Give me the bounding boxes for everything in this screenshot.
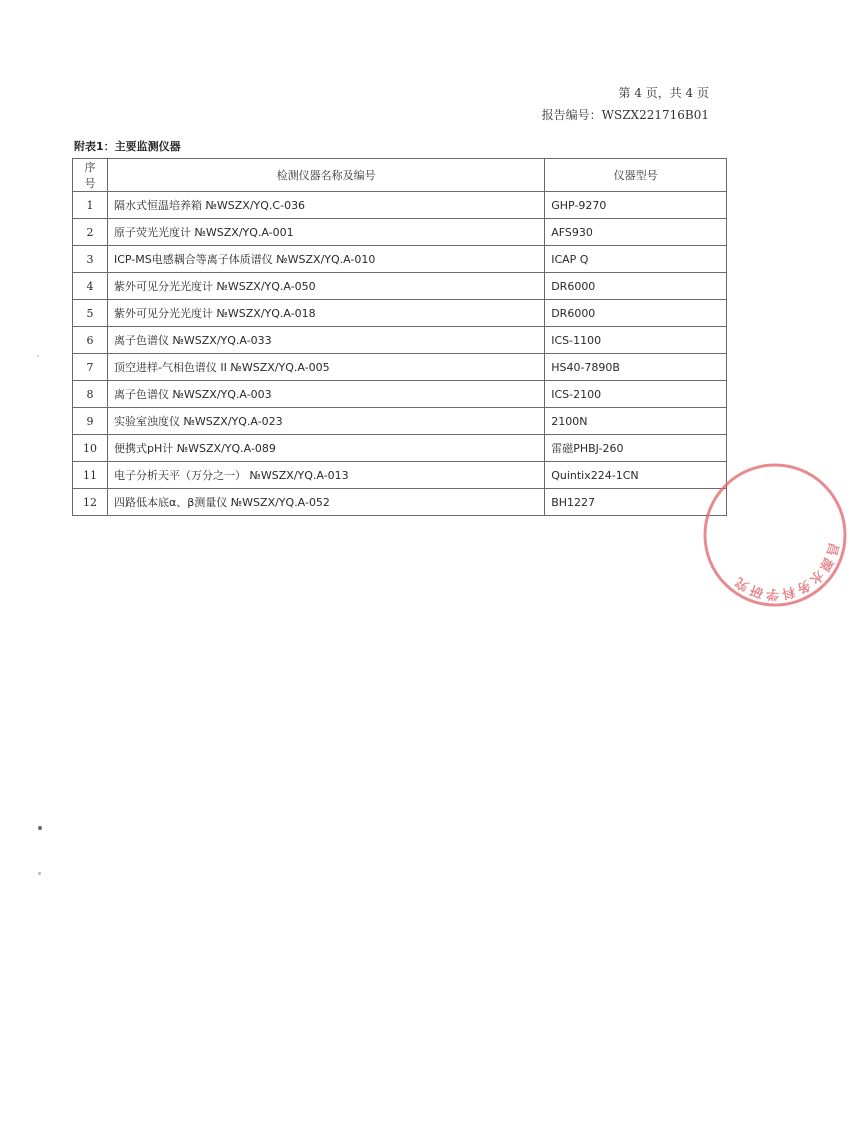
column-header-model: 仪器型号: [545, 159, 727, 192]
table-caption: 附表1：主要监测仪器: [74, 140, 181, 153]
row-number: 9: [73, 408, 108, 435]
seal-outer-ring: [705, 465, 845, 605]
instrument-name: 原子荧光光度计 №WSZX/YQ.A-001: [107, 219, 544, 246]
table-header-row: [73, 159, 727, 192]
row-number: 11: [73, 462, 108, 489]
row-number: 6: [73, 327, 108, 354]
instrument-name: 电子分析天平（万分之一） №WSZX/YQ.A-013: [107, 462, 544, 489]
row-number: 12: [73, 489, 108, 516]
page-header: [542, 82, 709, 126]
column-header-no: 序号: [73, 159, 108, 192]
row-number: 5: [73, 300, 108, 327]
table-row: [73, 381, 727, 408]
row-number: 10: [73, 435, 108, 462]
row-number: 1: [73, 192, 108, 219]
instrument-model: ICS-2100: [545, 381, 727, 408]
instrument-model: GHP-9270: [545, 192, 727, 219]
table-row: [73, 327, 727, 354]
instrument-name: 紫外可见分光光度计 №WSZX/YQ.A-018: [107, 300, 544, 327]
seal-text: 昌源水务科学研究: [731, 540, 841, 602]
table-row: [73, 219, 727, 246]
instrument-name: ICP-MS电感耦合等离子体质谱仪 №WSZX/YQ.A-010: [107, 246, 544, 273]
instrument-model: HS40-7890B: [545, 354, 727, 381]
instrument-model: DR6000: [545, 300, 727, 327]
row-number: 4: [73, 273, 108, 300]
table-row: [73, 300, 727, 327]
column-header-name: 检测仪器名称及编号: [107, 159, 544, 192]
row-number: 8: [73, 381, 108, 408]
instrument-model: AFS930: [545, 219, 727, 246]
instrument-model: 雷磁PHBJ-260: [545, 435, 727, 462]
instrument-name: 四路低本底α、β测量仪 №WSZX/YQ.A-052: [107, 489, 544, 516]
instrument-name: 离子色谱仪 №WSZX/YQ.A-003: [107, 381, 544, 408]
instrument-model: DR6000: [545, 273, 727, 300]
table-row: [73, 192, 727, 219]
instrument-name: 离子色谱仪 №WSZX/YQ.A-033: [107, 327, 544, 354]
instrument-model: ICAP Q: [545, 246, 727, 273]
instrument-name: 隔水式恒温培养箱 №WSZX/YQ.C-036: [107, 192, 544, 219]
table-row: [73, 489, 727, 516]
row-number: 7: [73, 354, 108, 381]
instrument-model: 2100N: [545, 408, 727, 435]
instrument-name: 实验室浊度仪 №WSZX/YQ.A-023: [107, 408, 544, 435]
scan-speck: [37, 355, 39, 357]
page-number: 第 4 页，共 4 页: [618, 86, 709, 100]
table-row: [73, 246, 727, 273]
instrument-model: Quintix224-1CN: [545, 462, 727, 489]
instrument-model: BH1227: [545, 489, 727, 516]
table-row: [73, 435, 727, 462]
row-number: 3: [73, 246, 108, 273]
instrument-name: 紫外可见分光光度计 №WSZX/YQ.A-050: [107, 273, 544, 300]
instrument-table: [72, 158, 727, 516]
row-number: 2: [73, 219, 108, 246]
scan-speck: [38, 872, 41, 875]
scan-speck: [38, 826, 42, 830]
table-row: [73, 354, 727, 381]
instrument-model: ICS-1100: [545, 327, 727, 354]
table-row: [73, 273, 727, 300]
instrument-name: 顶空进样-气相色谱仪 II №WSZX/YQ.A-005: [107, 354, 544, 381]
official-seal: [700, 460, 850, 610]
table-row: [73, 462, 727, 489]
instrument-name: 便携式pH计 №WSZX/YQ.A-089: [107, 435, 544, 462]
report-number: 报告编号：WSZX221716B01: [541, 108, 709, 122]
table-row: [73, 408, 727, 435]
